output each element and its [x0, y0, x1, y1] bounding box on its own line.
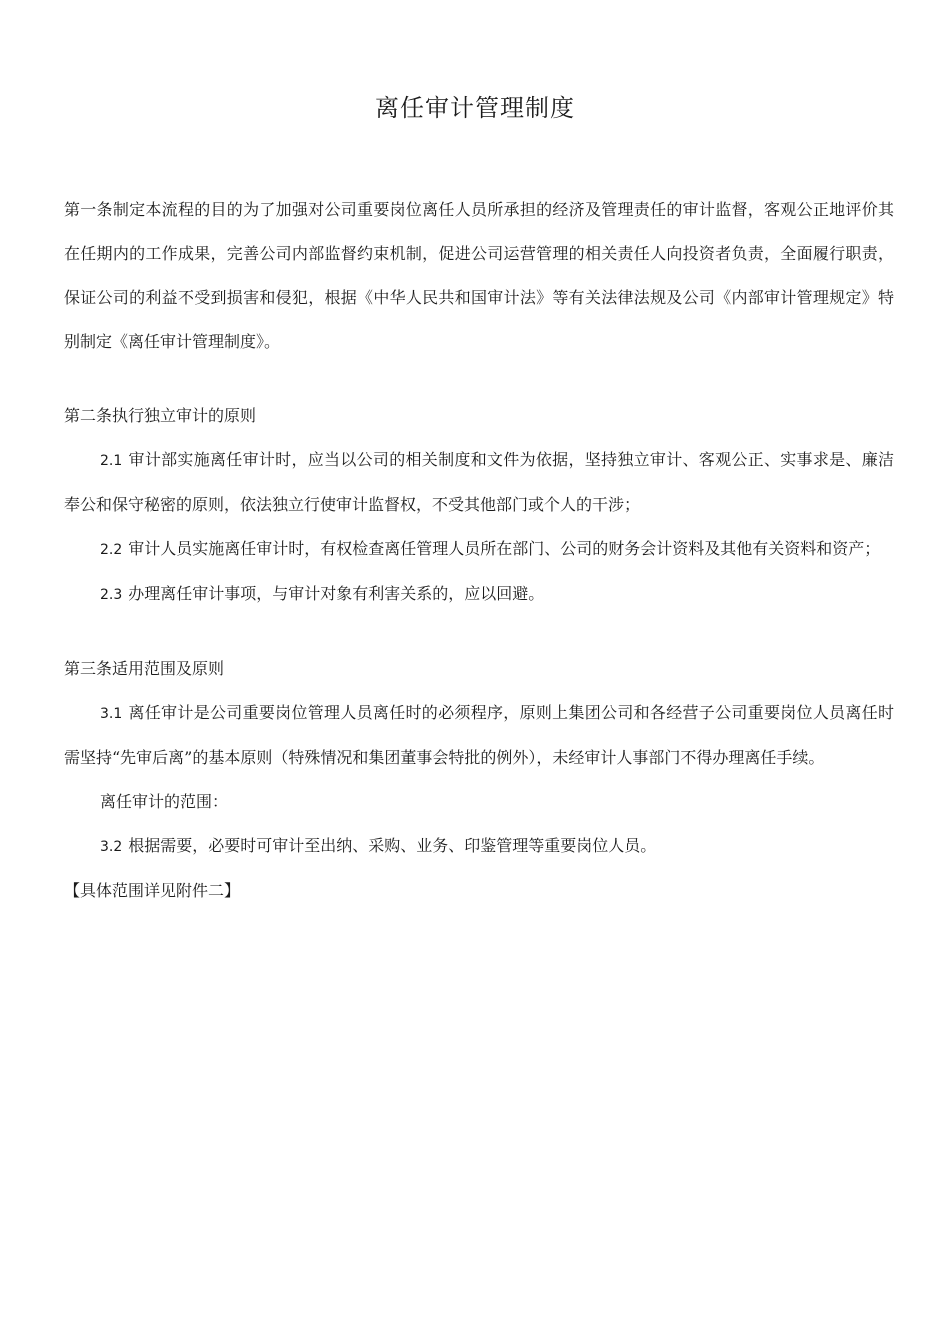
item-number: 2.3	[100, 587, 123, 603]
scope-label: 离任审计的范围：	[100, 792, 229, 811]
item-text: 根据需要，必要时可审计至出纳、采购、业务、印鉴管理等重要岗位人员。	[128, 836, 657, 855]
item-number: 2.1	[100, 453, 123, 469]
item-text: 离任审计是公司重要岗位管理人员离任时的必须程序，原则上集团公司和各经营子公司重要岗位人员离任时需坚持“先审后离”的基本原则（特殊情况和集团董事会特批的例外），未经审计人事部门不得办理离任手续。	[64, 703, 894, 767]
document-body	[64, 188, 894, 913]
item-number: 3.1	[100, 706, 123, 722]
item-number: 3.2	[100, 839, 123, 855]
appendix-note: 【具体范围详见附件二】	[64, 881, 241, 900]
item-text: 审计人员实施离任审计时，有权检查离任管理人员所在部门、公司的财务会计资料及其他有关资料和资产；	[128, 539, 881, 558]
article-3-item-2	[64, 824, 894, 869]
article-2-item-2	[64, 527, 894, 572]
item-text: 办理离任审计事项，与审计对象有利害关系的，应以回避。	[128, 584, 545, 603]
article-2-item-3	[64, 572, 894, 617]
article-1-paragraph: 第一条制定本流程的目的为了加强对公司重要岗位离任人员所承担的经济及管理责任的审计监督，客观公正地评价其在任期内的工作成果，完善公司内部监督约束机制，促进公司运营管理的相关责任人向投资者负责，全面履行职责，保证公司的利益不受到损害和侵犯，根据《中华人民共和国审计法》等有关法律法规及公司《内部审计管理规定》特别制定《离任审计管理制度》。	[64, 200, 894, 351]
article-3-item-1	[64, 691, 894, 780]
item-text: 审计部实施离任审计时，应当以公司的相关制度和文件为依据，坚持独立审计、客观公正、实事求是、廉洁奉公和保守秘密的原则，依法独立行使审计监督权，不受其他部门或个人的干涉；	[64, 450, 894, 514]
document-title: 离任审计管理制度	[375, 94, 575, 122]
item-number: 2.2	[100, 542, 123, 558]
article-2-heading: 第二条执行独立审计的原则	[64, 406, 257, 425]
article-2-item-1	[64, 438, 894, 527]
article-3-heading: 第三条适用范围及原则	[64, 659, 225, 678]
